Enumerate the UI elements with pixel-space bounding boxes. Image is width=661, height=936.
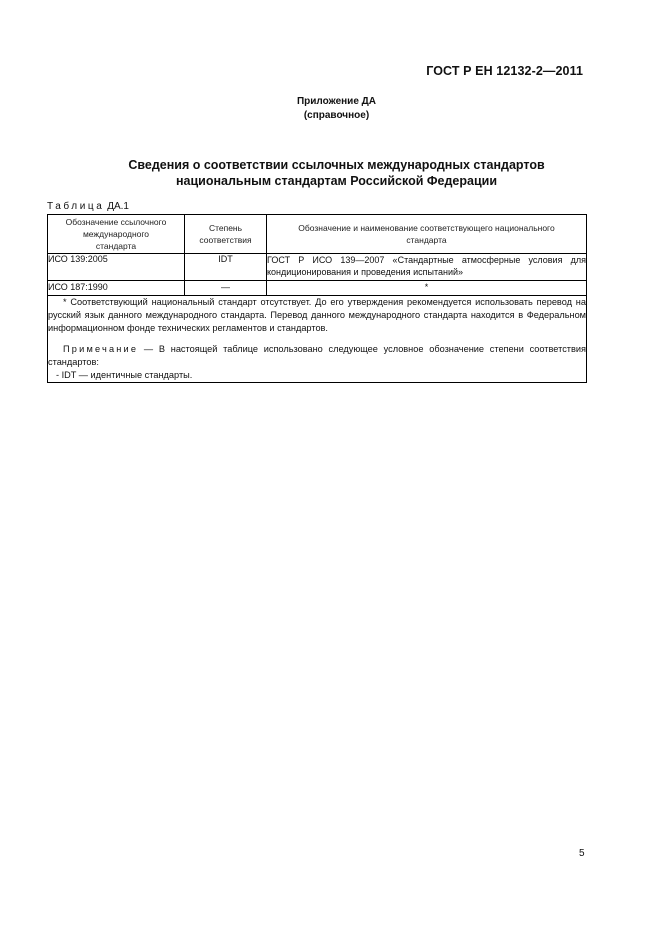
appendix-subtitle: (справочное) <box>303 110 370 121</box>
section-title-line-1: Сведения о соответствии ссылочных международных стандартов <box>128 158 545 172</box>
note-label: Примечание <box>63 344 139 354</box>
section-title-line-2: национальным стандартам Российской Федерации <box>175 174 498 188</box>
cell-degree: — <box>185 281 267 296</box>
table-row <box>48 281 587 296</box>
header-degree: Степень соответствия <box>185 215 267 254</box>
table-caption <box>47 201 129 212</box>
cell-international-standard: ИСО 139:2005 <box>48 254 185 281</box>
appendix-heading <box>0 95 661 123</box>
table-caption-word: Таблица <box>47 201 105 212</box>
table-header-row <box>48 215 587 254</box>
footnote: * Соответствующий национальный стандарт отсутствует. До его утверждения рекомендуется использовать перевод на русский язык данного международного стандарта. Перевод данного международного стандарта находится в Федеральном информационном фонде технических регламентов и стандартов. <box>48 297 586 333</box>
note-item: - IDT — идентичные стандарты. <box>56 370 193 380</box>
table-notes <box>48 296 587 383</box>
cell-degree: IDT <box>185 254 267 281</box>
header-international-standard: Обозначение ссылочного международного стандарта <box>48 215 185 254</box>
note-text: — В настоящей таблице использовано следующее условное обозначение степени соответствия стандартов: <box>48 344 586 367</box>
table-notes-row <box>48 296 587 383</box>
document-code: ГОСТ Р ЕН 12132-2—2011 <box>426 64 583 78</box>
cell-international-standard: ИСО 187:1990 <box>48 281 185 296</box>
cell-national-standard: * <box>267 281 587 296</box>
section-title <box>0 157 661 189</box>
correspondence-table <box>47 214 587 383</box>
header-national-standard: Обозначение и наименование соответствующего национального стандарта <box>267 215 587 254</box>
table-caption-number: ДА.1 <box>107 201 129 212</box>
page-number: 5 <box>579 848 585 859</box>
note <box>48 343 586 369</box>
table-row <box>48 254 587 281</box>
cell-national-standard: ГОСТ Р ИСО 139—2007 «Стандартные атмосферные условия для кондиционирования и проведения испытаний» <box>267 254 587 281</box>
appendix-title: Приложение ДА <box>296 96 377 107</box>
